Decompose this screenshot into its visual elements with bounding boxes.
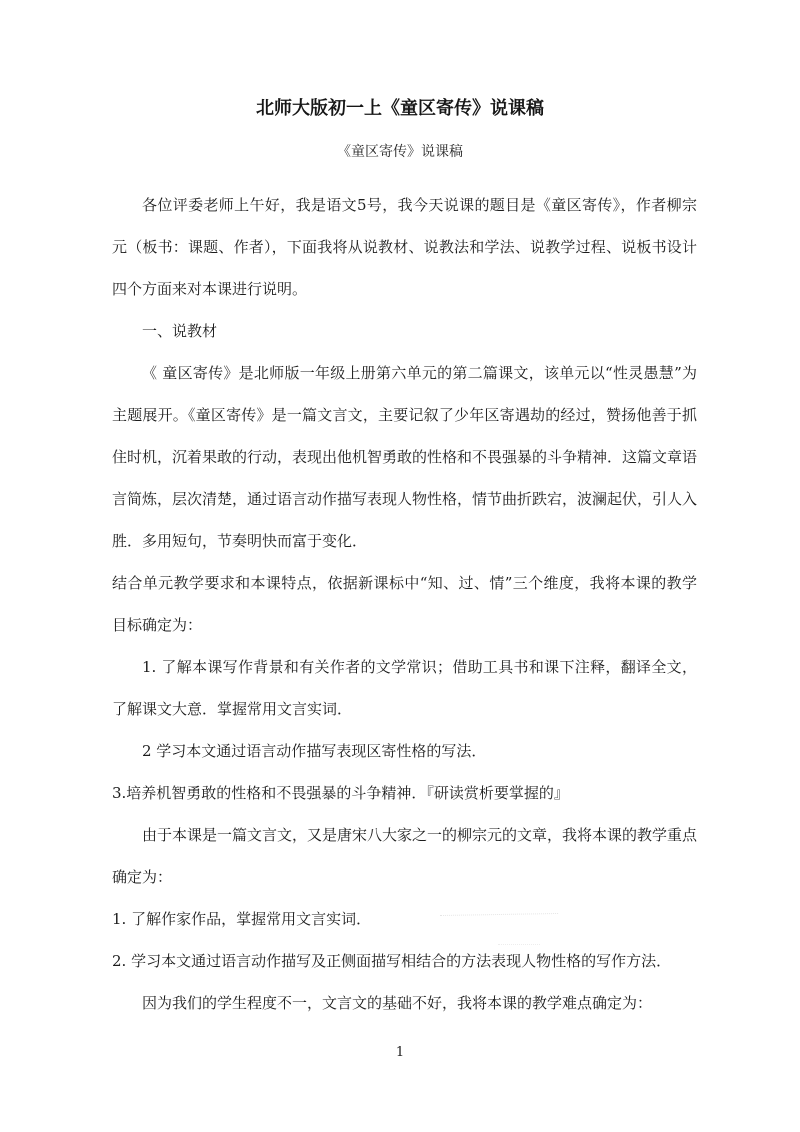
paragraph-key-point-1: 1. 了解作家作品，掌握常用文言实词． — [112, 910, 372, 928]
page-number: 1 — [395, 1045, 405, 1060]
document-title: 北师大版初一上《童区寄传》说课稿 — [256, 98, 544, 119]
paragraph-goal-1: 1. 了解本课写作背景和有关作者的文学常识；借助工具书和课下注释，翻译全文，了解课文大意．掌握常用文言实词． — [112, 658, 697, 718]
paragraph-textbook-intro: 《 童区寄传》是北师版一年级上册第六单元的第二篇课文，该单元以“性灵愚慧”为主题展开。《童区寄传》是一篇文言文，主要记叙了少年区寄遇劫的经过，赞扬他善于抓住时机，沉着果敢的行动，表现出他机智勇敢的性格和不畏强暴的斗争精神．这篇文章语言简炼，层次清楚，通过语言动作描写表现人物性格，情节曲折跌宕，波澜起伏，引人入胜．多用短句，节奏明快而富于变化． — [112, 364, 698, 550]
paragraph-goal-3: 3.培养机智勇敢的性格和不畏强暴的斗争精神．『研读赏析要掌握的』 — [112, 784, 569, 802]
document-subtitle: 《童区寄传》说课稿 — [337, 144, 463, 160]
paragraph-intro: 各位评委老师上午好，我是语文5号，我今天说课的题目是《童区寄传》，作者柳宗元（板书：课题、作者），下面我将从说教材、说教法和学法、说教学过程、说板书设计四个方面来对本课进行说明。 — [112, 196, 697, 298]
document-body — [112, 184, 697, 1024]
paragraph-section-heading: 一、说教材 — [142, 322, 218, 340]
scan-noise-artifact — [498, 936, 540, 945]
paragraph-key-points-lead: 由于本课是一篇文言文，又是唐宋八大家之一的柳宗元的文章，我将本课的教学重点确定为： — [112, 826, 698, 886]
paragraph-goals-lead-in: 结合单元教学要求和本课特点，依据新课标中“知、过、情”三个维度，我将本课的教学目标确定为： — [112, 574, 697, 634]
paragraph-goal-2: 2 学习本文通过语言动作描写表现区寄性格的写法． — [142, 742, 487, 760]
scan-noise-artifact — [440, 901, 558, 916]
paragraph-key-point-2: 2. 学习本文通过语言动作描写及正侧面描写相结合的方法表现人物性格的写作方法． — [112, 952, 672, 970]
paragraph-difficulty-lead: 因为我们的学生程度不一，文言文的基础不好，我将本课的教学难点确定为： — [142, 994, 653, 1012]
